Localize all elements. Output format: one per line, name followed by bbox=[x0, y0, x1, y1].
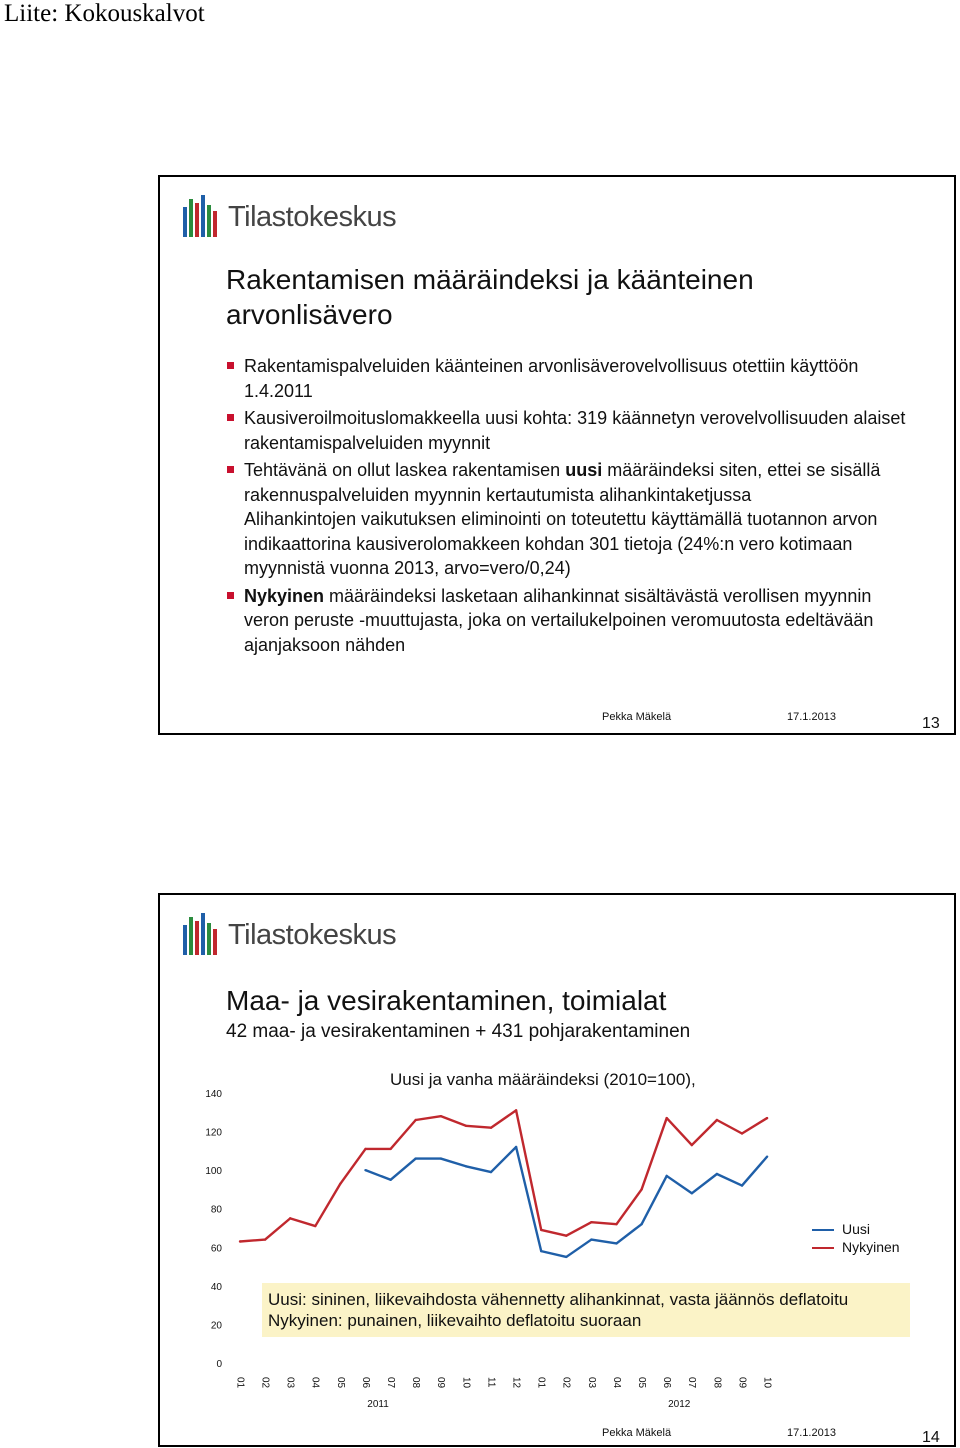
data-point-nykyinen bbox=[716, 1119, 718, 1121]
data-point-uusi bbox=[691, 1192, 693, 1194]
data-point-uusi bbox=[440, 1157, 442, 1159]
data-point-nykyinen bbox=[741, 1132, 743, 1134]
footer-date: 17.1.2013 bbox=[787, 1427, 836, 1439]
chart-note bbox=[262, 1283, 910, 1337]
x-tick-label: 02 bbox=[560, 1377, 572, 1389]
data-point-uusi bbox=[364, 1169, 366, 1171]
bullet-item bbox=[226, 406, 916, 455]
data-point-nykyinen bbox=[389, 1148, 391, 1150]
x-tick-label: 04 bbox=[309, 1377, 321, 1389]
logo-text: Tilastokeskus bbox=[228, 919, 397, 951]
data-point-nykyinen bbox=[615, 1223, 617, 1225]
slide-subtitle: 42 maa- ja vesirakentaminen + 431 pohjarakentaminen bbox=[226, 1021, 691, 1042]
x-tick-label: 11 bbox=[485, 1377, 497, 1388]
x-tick-label: 08 bbox=[711, 1377, 723, 1389]
footer-date: 17.1.2013 bbox=[787, 711, 836, 723]
x-tick-label: 03 bbox=[284, 1377, 296, 1389]
data-point-uusi bbox=[590, 1238, 592, 1240]
bullet-bold-text: Nykyinen bbox=[244, 585, 325, 606]
year-label: 2011 bbox=[367, 1399, 389, 1410]
slide-title: Rakentamisen määräindeksi ja käänteinen arvonlisävero bbox=[226, 264, 754, 330]
x-tick-label: 05 bbox=[635, 1377, 647, 1389]
data-point-uusi bbox=[615, 1242, 617, 1244]
x-tick-label: 10 bbox=[761, 1377, 773, 1389]
data-point-uusi bbox=[741, 1184, 743, 1186]
x-tick-label: 10 bbox=[460, 1377, 472, 1389]
data-point-nykyinen bbox=[766, 1117, 768, 1119]
y-tick-label: 40 bbox=[210, 1281, 222, 1293]
data-point-nykyinen bbox=[239, 1240, 241, 1242]
data-point-uusi bbox=[640, 1223, 642, 1225]
data-point-nykyinen bbox=[666, 1117, 668, 1119]
data-point-nykyinen bbox=[540, 1229, 542, 1231]
data-point-nykyinen bbox=[565, 1235, 567, 1237]
data-point-nykyinen bbox=[339, 1182, 341, 1184]
data-point-uusi bbox=[716, 1173, 718, 1175]
y-tick-label: 20 bbox=[210, 1320, 222, 1332]
data-point-uusi bbox=[515, 1146, 517, 1148]
data-point-nykyinen bbox=[465, 1125, 467, 1127]
slide-14 bbox=[158, 893, 956, 1447]
y-tick-label: 60 bbox=[210, 1243, 222, 1255]
data-point-uusi bbox=[666, 1175, 668, 1177]
bullet-bold-text: uusi bbox=[565, 460, 603, 480]
y-tick-label: 120 bbox=[205, 1127, 222, 1139]
legend-label: Uusi bbox=[842, 1221, 871, 1237]
y-tick-label: 140 bbox=[205, 1089, 222, 1100]
data-point-nykyinen bbox=[364, 1148, 366, 1150]
data-point-nykyinen bbox=[590, 1221, 592, 1223]
bullet-text: Tehtävänä on ollut laskea rakentamisen bbox=[244, 460, 566, 480]
data-point-nykyinen bbox=[415, 1119, 417, 1121]
tilastokeskus-logo-icon bbox=[182, 193, 222, 239]
legend-swatch-uusi bbox=[812, 1229, 834, 1231]
bullet-text: määräindeksi siten, ettei se sisällä rakennuspalveluiden myynnin kertautumista alihankintaketjussa bbox=[244, 460, 881, 505]
x-tick-label: 01 bbox=[535, 1377, 547, 1389]
bullet-item bbox=[226, 584, 916, 658]
footer-author: Pekka Mäkelä bbox=[602, 1427, 672, 1439]
data-point-nykyinen bbox=[440, 1115, 442, 1117]
data-point-uusi bbox=[766, 1155, 768, 1157]
x-tick-label: 09 bbox=[435, 1377, 447, 1389]
slide-title: Maa- ja vesirakentaminen, toimialat bbox=[226, 985, 667, 1016]
data-point-nykyinen bbox=[640, 1188, 642, 1190]
x-tick-label: 06 bbox=[359, 1377, 371, 1389]
x-tick-label: 08 bbox=[410, 1377, 422, 1389]
x-tick-label: 06 bbox=[661, 1377, 673, 1389]
slide-number: 13 bbox=[922, 715, 940, 732]
bullet-text: Alihankintojen vaikutuksen eliminointi on toteutettu käyttämällä tuotannon arvon indikaattorina kausiverolomakkeen kohdan 301 tietoja (24%:n vero kotimaan myynnistä vuonna 2013, arvo=vero/0,24) bbox=[244, 509, 878, 578]
line-chart bbox=[160, 895, 954, 1415]
legend-swatch-nykyinen bbox=[812, 1247, 834, 1249]
legend-item-nykyinen bbox=[812, 1239, 900, 1257]
note-line: Nykyinen: punainen, liikevaihto deflatoitu suoraan bbox=[268, 1311, 642, 1330]
bullet-text: Rakentamispalveluiden käänteinen arvonlisäverovelvollisuus otettiin käyttöön 1.4.2011 bbox=[244, 356, 859, 401]
note-line: Uusi: sininen, liikevaihdosta vähennetty alihankinnat, vasta jäännös deflatoitu bbox=[268, 1290, 849, 1309]
x-tick-label: 12 bbox=[510, 1377, 522, 1389]
data-point-uusi bbox=[490, 1171, 492, 1173]
slide-13 bbox=[158, 175, 956, 735]
bullet-item bbox=[226, 458, 916, 507]
logo-text: Tilastokeskus bbox=[228, 201, 397, 233]
x-tick-label: 05 bbox=[334, 1377, 346, 1389]
y-tick-label: 100 bbox=[205, 1166, 222, 1178]
bullet-text: Kausiveroilmoituslomakkeella uusi kohta: 319 käännetyn verovelvollisuuden alaiset rakentamispalveluiden myynnit bbox=[244, 408, 906, 453]
chart-legend bbox=[812, 1221, 900, 1257]
data-point-uusi bbox=[465, 1165, 467, 1167]
slide-number: 14 bbox=[922, 1429, 940, 1446]
series-line-uusi bbox=[366, 1147, 768, 1257]
data-point-uusi bbox=[565, 1256, 567, 1258]
legend-label: Nykyinen bbox=[842, 1239, 900, 1255]
logo bbox=[182, 193, 397, 241]
bullet-item-plain bbox=[226, 507, 916, 581]
x-tick-label: 01 bbox=[234, 1377, 246, 1389]
year-label: 2012 bbox=[668, 1399, 691, 1410]
data-point-nykyinen bbox=[515, 1109, 517, 1111]
bullet-item bbox=[226, 354, 916, 403]
chart-title: Uusi ja vanha määräindeksi (2010=100), bbox=[390, 1070, 696, 1089]
data-point-nykyinen bbox=[490, 1127, 492, 1129]
x-tick-label: 04 bbox=[610, 1377, 622, 1389]
x-tick-label: 02 bbox=[259, 1377, 271, 1389]
series-line-nykyinen bbox=[240, 1110, 767, 1241]
data-point-nykyinen bbox=[691, 1144, 693, 1146]
data-point-uusi bbox=[389, 1179, 391, 1181]
y-tick-label: 0 bbox=[216, 1359, 222, 1370]
data-point-uusi bbox=[540, 1250, 542, 1252]
data-point-nykyinen bbox=[314, 1225, 316, 1227]
bullet-text: määräindeksi lasketaan alihankinnat sisältävästä verollisen myynnin veron peruste -muuttujasta, joka on vertailukelpoinen veromuutosta edeltävään ajanjaksoon nähden bbox=[244, 585, 874, 655]
page-header: Liite: Kokouskalvot bbox=[4, 0, 205, 27]
x-tick-label: 03 bbox=[585, 1377, 597, 1389]
x-tick-label: 07 bbox=[686, 1377, 698, 1389]
x-tick-label: 09 bbox=[736, 1377, 748, 1389]
data-point-uusi bbox=[415, 1157, 417, 1159]
chart-svg bbox=[160, 895, 954, 1415]
legend-item-uusi bbox=[812, 1221, 900, 1239]
data-point-nykyinen bbox=[289, 1217, 291, 1219]
data-point-nykyinen bbox=[264, 1238, 266, 1240]
y-tick-label: 80 bbox=[210, 1204, 222, 1216]
footer-author: Pekka Mäkelä bbox=[602, 711, 672, 723]
bullet-list bbox=[226, 354, 916, 657]
x-tick-label: 07 bbox=[384, 1377, 396, 1389]
